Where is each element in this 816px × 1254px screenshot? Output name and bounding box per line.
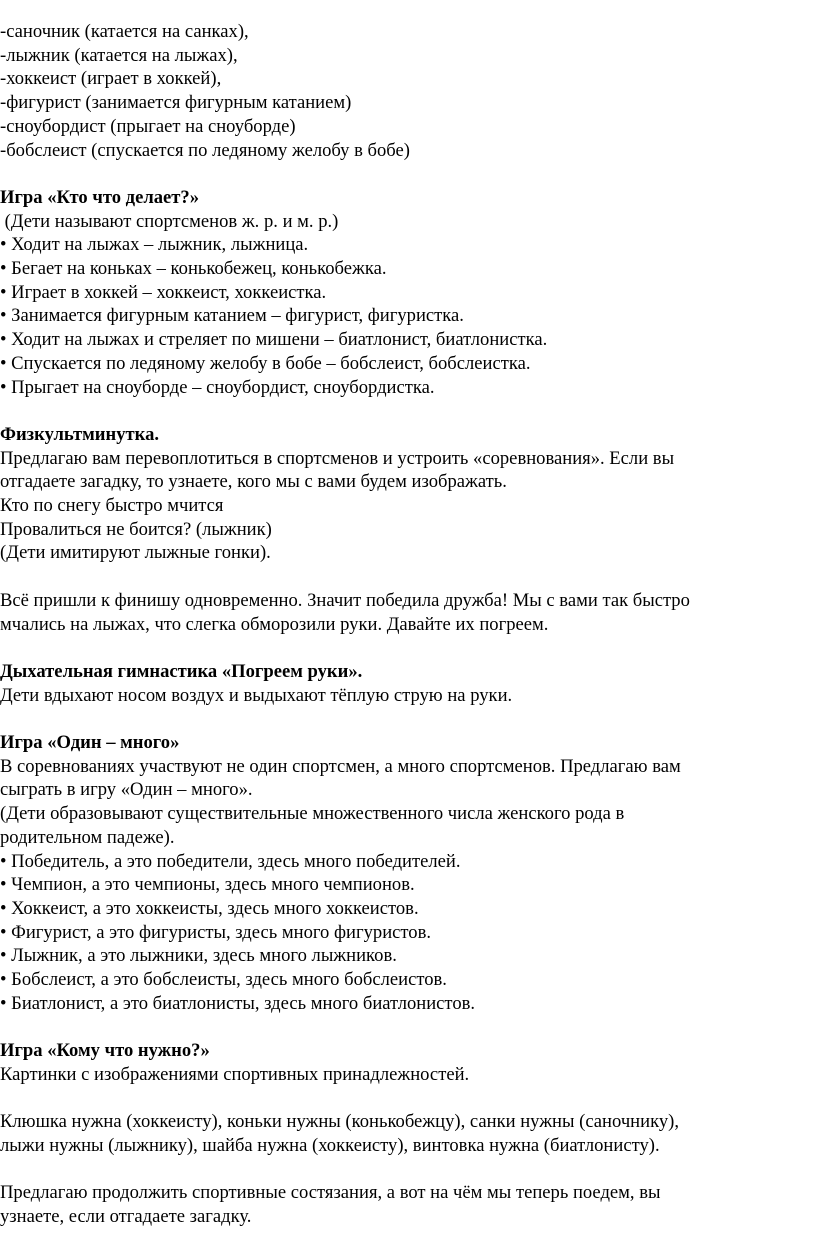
section-heading: Игра «Один – много» [0, 732, 180, 754]
text-line: родительном падеже). [0, 826, 175, 848]
breathing-exercise [0, 660, 800, 707]
section-heading: Игра «Кому что нужно?» [0, 1040, 210, 1062]
text-line: Кто по снегу быстро мчится [0, 495, 224, 517]
list-item: -лыжник (катается на лыжах), [0, 44, 238, 66]
bullet-item: • Занимается фигурным катанием – фигурист, фигуристка. [0, 305, 464, 327]
list-item: -саночник (катается на санках), [0, 21, 249, 42]
bullet-item: • Фигурист, а это фигуристы, здесь много фигуристов. [0, 921, 432, 943]
text-line: (Дети называют спортсменов ж. р. и м. р.) [0, 210, 339, 232]
text-line: сыграть в игру «Один – много». [0, 779, 253, 801]
text-line: Всё пришли к финишу одновременно. Значит победила дружба! Мы с вами так быстро [0, 589, 690, 611]
bullet-item: • Бобслеист, а это бобслеисты, здесь много бобслеистов. [0, 969, 447, 991]
game-who-needs-what [0, 1039, 800, 1229]
paragraph-gap [0, 1158, 800, 1182]
bullet-item: • Ходит на лыжах – лыжник, лыжница. [0, 234, 309, 256]
text-line: (Дети имитируют лыжные гонки). [0, 542, 271, 564]
game-who-does-what [0, 186, 800, 399]
game-one-many [0, 731, 800, 1015]
bullet-item: • Хоккеист, а это хоккеисты, здесь много хоккеистов. [0, 897, 419, 919]
paragraph-gap [0, 636, 800, 660]
bullet-item: • Победитель, а это победители, здесь много победителей. [0, 850, 461, 872]
text-line: В соревнованиях участвуют не один спортсмен, а много спортсменов. Предлагаю вам [0, 755, 681, 777]
text-line: лыжи нужны (лыжнику), шайба нужна (хоккеисту), винтовка нужна (биатлонисту). [0, 1134, 660, 1156]
text-line: Картинки с изображениями спортивных принадлежностей. [0, 1063, 470, 1085]
paragraph-gap [0, 565, 800, 589]
paragraph-gap [0, 1087, 800, 1111]
physical-break [0, 423, 800, 636]
bullet-item: • Лыжник, а это лыжники, здесь много лыжников. [0, 945, 397, 967]
bullet-item: • Спускается по ледяному желобу в бобе – бобслеист, бобслеистка. [0, 352, 531, 374]
text-line: Провалиться не боится? (лыжник) [0, 518, 272, 540]
list-item: -фигурист (занимается фигурным катанием) [0, 92, 352, 114]
list-item: -сноубордист (прыгает на сноуборде) [0, 115, 296, 137]
athletes-list [0, 20, 800, 162]
text-line: Клюшка нужна (хоккеисту), коньки нужны (конькобежцу), санки нужны (саночнику), [0, 1111, 679, 1133]
section-heading: Дыхательная гимнастика «Погреем руки». [0, 660, 363, 682]
bullet-item: • Ходит на лыжах и стреляет по мишени – биатлонист, биатлонистка. [0, 329, 548, 351]
text-line: Дети вдыхают носом воздух и выдыхают тёплую струю на руки. [0, 684, 513, 706]
paragraph-gap [0, 162, 800, 186]
text-line: мчались на лыжах, что слегка обморозили руки. Давайте их погреем. [0, 613, 549, 635]
paragraph-gap [0, 399, 800, 423]
bullet-item: • Играет в хоккей – хоккеист, хоккеистка. [0, 281, 327, 303]
text-line: Предлагаю вам перевоплотиться в спортсменов и устроить «соревнования». Если вы [0, 447, 675, 469]
paragraph-gap [0, 1015, 800, 1039]
bullet-item: • Чемпион, а это чемпионы, здесь много чемпионов. [0, 874, 415, 896]
document-page [0, 20, 800, 1229]
text-line: Предлагаю продолжить спортивные состязания, а вот на чём мы теперь поедем, вы [0, 1182, 661, 1204]
bullet-item: • Прыгает на сноуборде – сноубордист, сноубордистка. [0, 376, 435, 398]
text-line: (Дети образовывают существительные множественного числа женского рода в [0, 803, 625, 825]
list-item: -бобслеист (спускается по ледяному желобу в бобе) [0, 139, 410, 161]
text-line: отгадаете загадку, то узнаете, кого мы с вами будем изображать. [0, 471, 507, 493]
list-item: -хоккеист (играет в хоккей), [0, 68, 222, 90]
section-heading: Физкультминутка. [0, 423, 160, 445]
bullet-item: • Бегает на коньках – конькобежец, конькобежка. [0, 258, 387, 280]
section-heading: Игра «Кто что делает?» [0, 186, 200, 208]
bullet-item: • Биатлонист, а это биатлонисты, здесь много биатлонистов. [0, 992, 476, 1014]
text-line: узнаете, если отгадаете загадку. [0, 1206, 252, 1228]
paragraph-gap [0, 707, 800, 731]
